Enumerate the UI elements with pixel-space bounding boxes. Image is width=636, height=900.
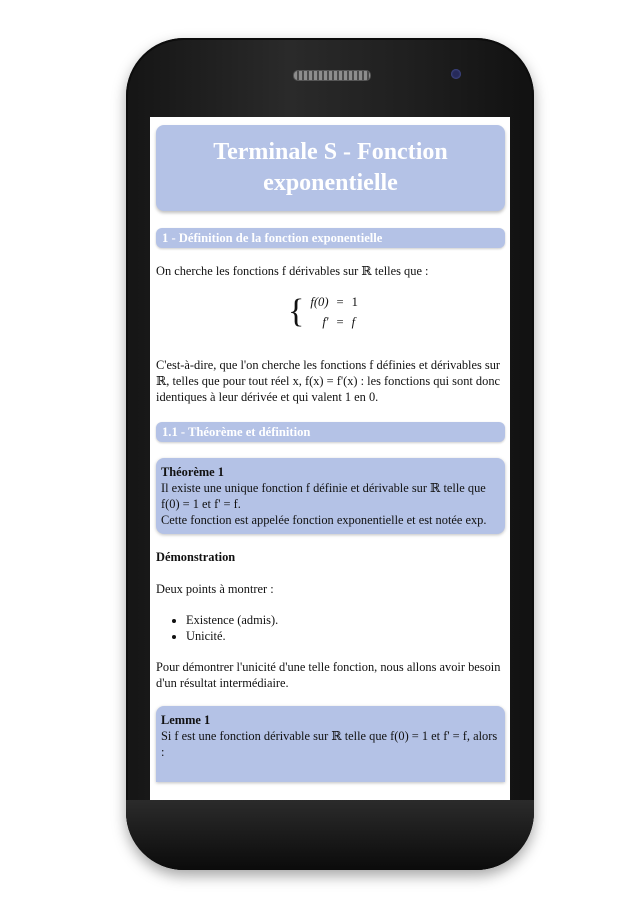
system-left: f' — [322, 315, 329, 329]
theorem-definition: Cette fonction est appelée fonction exponentielle et est notée exp. — [161, 513, 487, 527]
system-row-1 — [306, 292, 362, 312]
list-item: • Unicité. — [186, 628, 505, 644]
phone-screen[interactable] — [150, 117, 510, 800]
system-eq: = — [336, 315, 344, 329]
system-right: f — [351, 315, 356, 329]
demonstration-title: Démonstration — [156, 550, 236, 564]
system-right: 1 — [351, 295, 358, 309]
document-content — [150, 117, 510, 782]
theorem-statement: Il existe une unique fonction f définie et dérivable sur ℝ telle que f(0) = 1 et f' = f. — [161, 481, 486, 511]
points-list — [156, 612, 505, 644]
front-camera — [451, 69, 461, 79]
intro-paragraph: On cherche les fonctions f dérivables sur ℝ telles que : — [156, 264, 429, 278]
speaker-grille — [293, 70, 371, 81]
list-item: • Existence (admis). — [186, 612, 505, 628]
section-heading-1: 1 - Définition de la fonction exponentielle — [156, 228, 505, 248]
system-row-2 — [306, 312, 362, 332]
system-table — [306, 292, 362, 332]
lemma-title: Lemme 1 — [161, 713, 211, 727]
two-points-text: Deux points à montrer : — [156, 582, 274, 596]
brace-symbol: { — [288, 293, 305, 330]
lemma-box — [156, 706, 505, 782]
lemma-text: Si f est une fonction dérivable sur ℝ telle que f(0) = 1 et f' = f, alors : — [161, 729, 498, 759]
page-title: Terminale S - Fonction exponentielle — [156, 125, 505, 211]
system-left: f(0) — [310, 295, 329, 309]
equation-system — [288, 292, 505, 332]
theorem-title: Théorème 1 — [161, 465, 224, 479]
explanation-paragraph: C'est-à-dire, que l'on cherche les fonctions f définies et dérivables sur ℝ, telles que pour tout réel x, f(x) = f'(x) : les fonctions qui sont donc identiques à leur dérivée et qui valent 1 en 0. — [156, 358, 501, 404]
system-eq: = — [336, 295, 344, 309]
uniqueness-paragraph: Pour démontrer l'unicité d'une telle fonction, nous allons avoir besoin d'un résultat intermédiaire. — [156, 660, 501, 690]
theorem-box — [156, 458, 505, 534]
section-heading-1-1: 1.1 - Théorème et définition — [156, 422, 505, 442]
phone-chin — [126, 800, 534, 870]
